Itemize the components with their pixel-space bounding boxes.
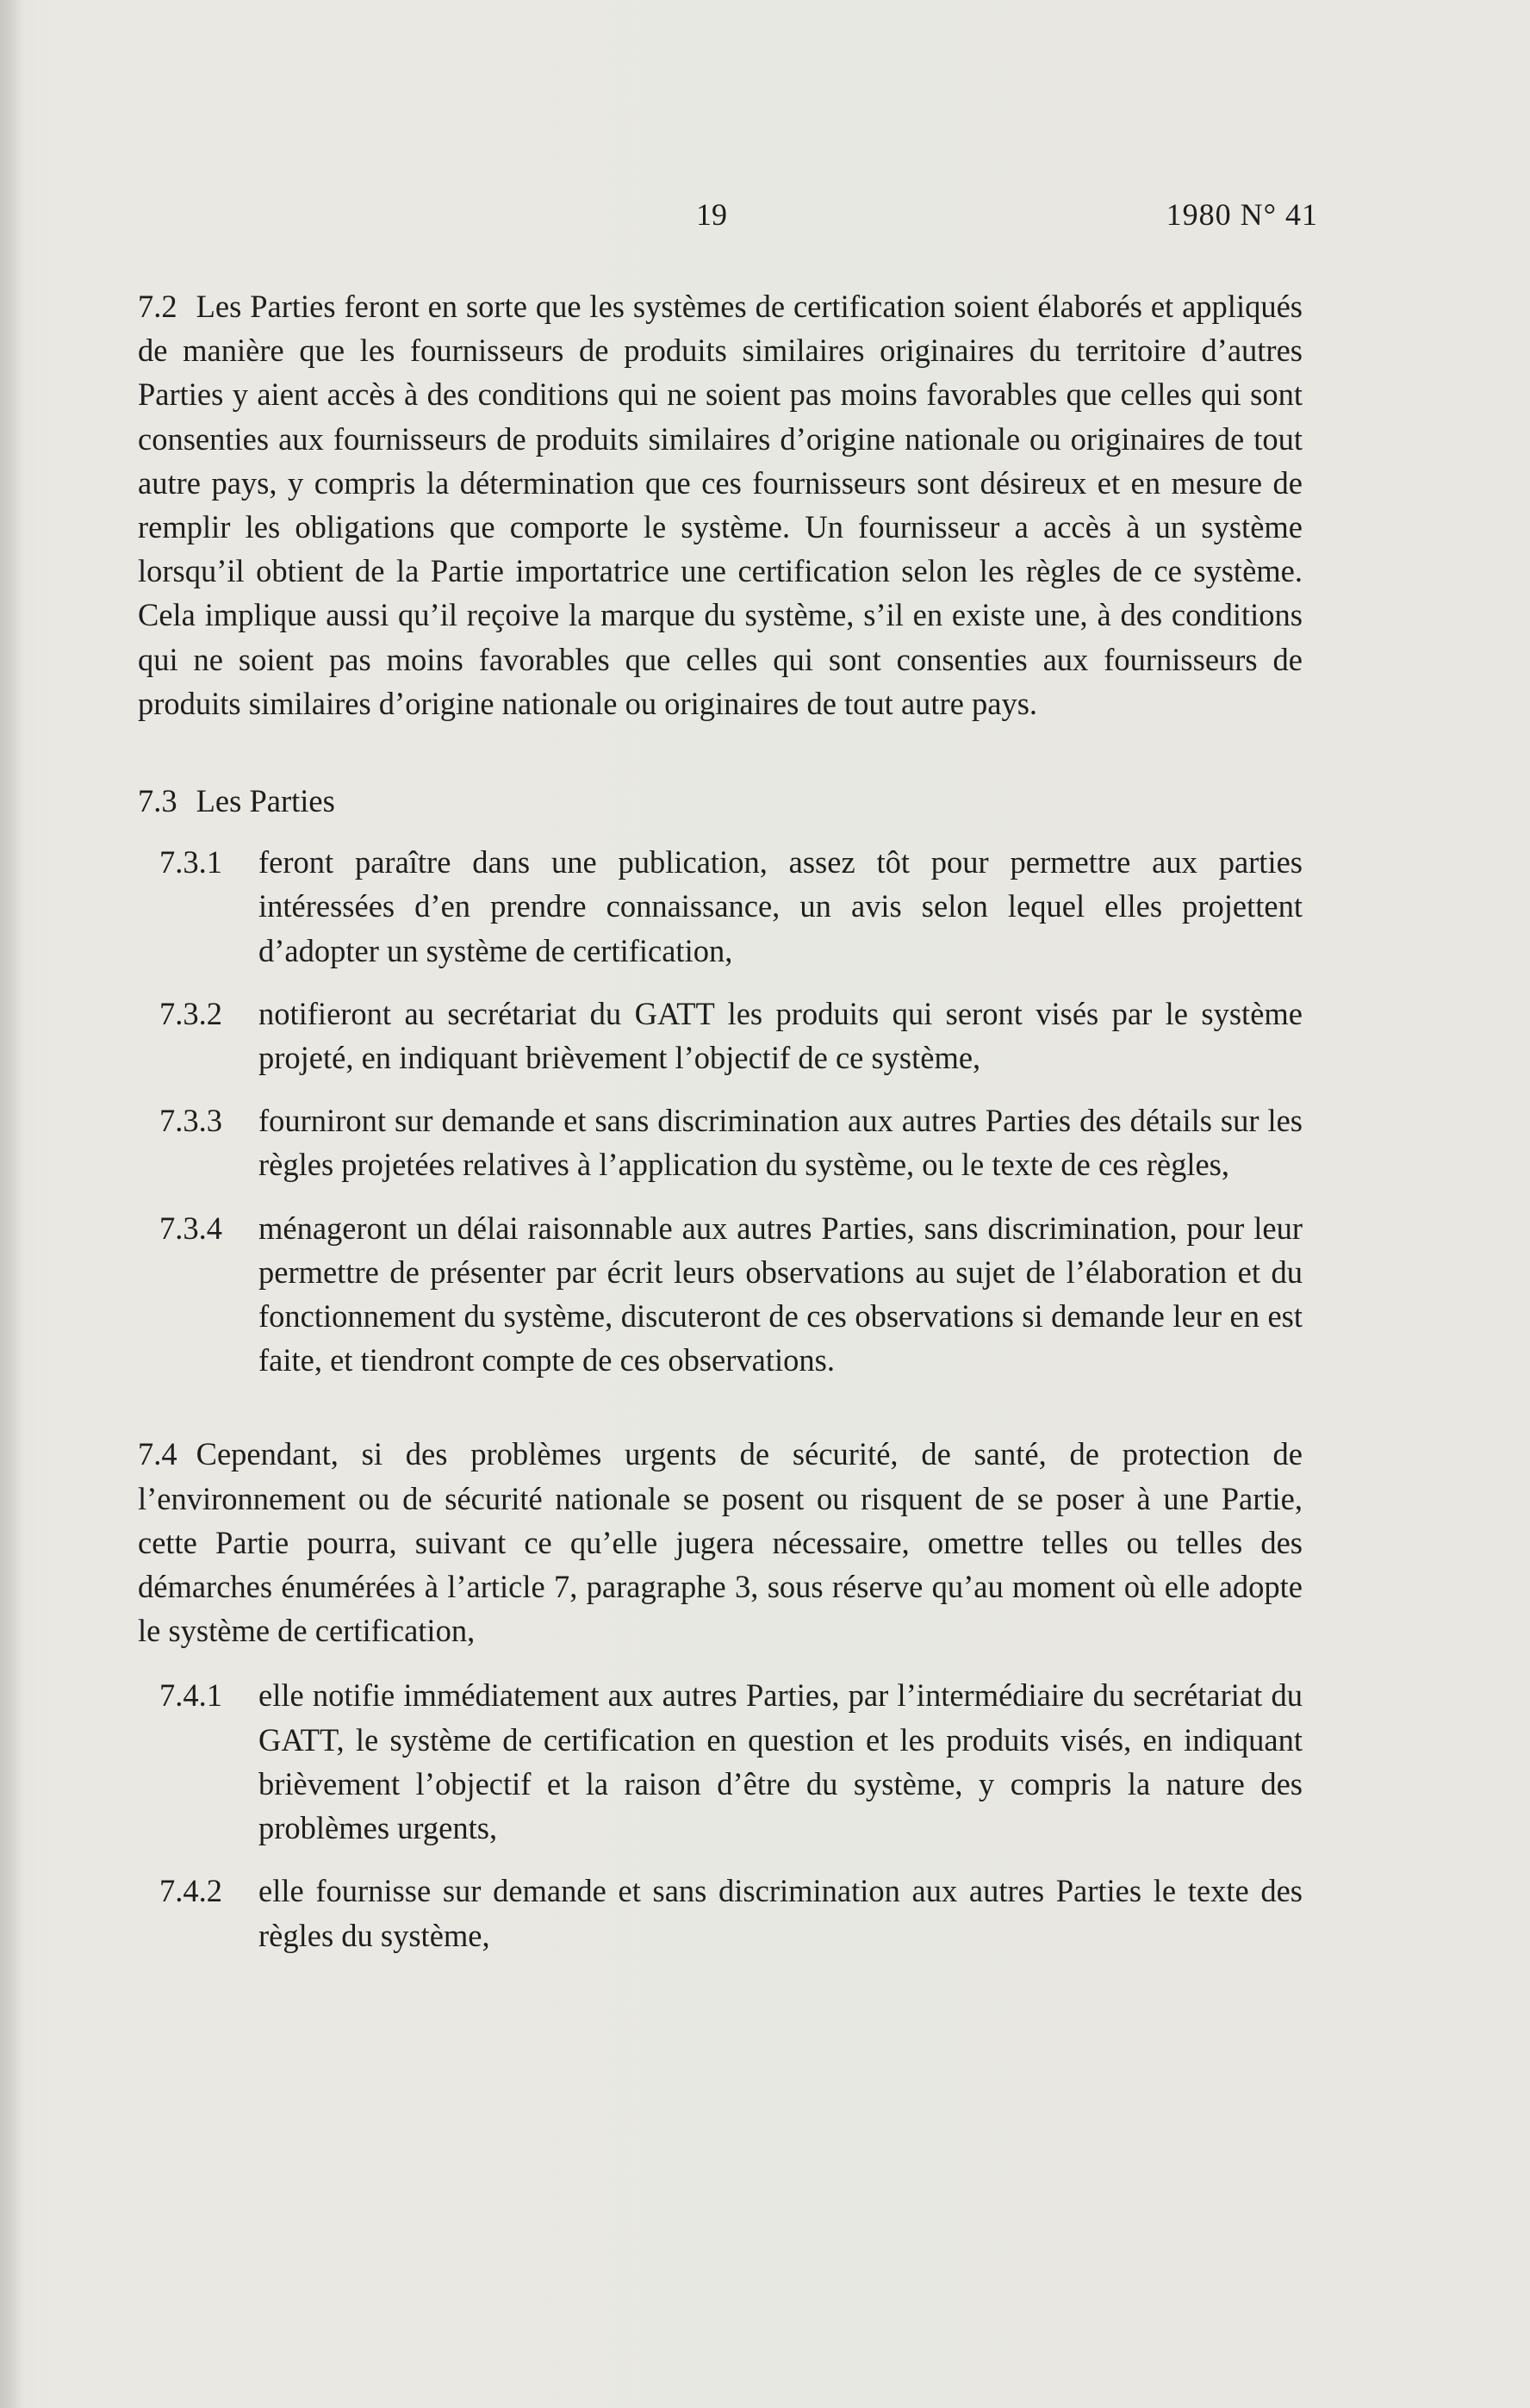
- subparagraph-7-3-4: [138, 1206, 1303, 1383]
- subparagraph-text: ménageront un délai raisonnable aux autres Parties, sans discrimination, pour leur permettre de présenter par écrit leurs observations au sujet de l’élaboration et du fonctionnement du système, discuteront de ces observations si demande leur en est faite, et tiendront compte de ces observations.: [258, 1210, 1303, 1378]
- subparagraph-7-4-1: [138, 1673, 1303, 1850]
- subparagraph-number: 7.4.2: [159, 1873, 222, 1909]
- subparagraph-number: 7.3.2: [159, 995, 222, 1031]
- paragraph-text: Cependant, si des problèmes urgents de sécurité, de santé, de protection de l’environnement ou de sécurité nationale se posent ou risquent de se poser à une Partie, cette Partie pourra, suivant ce qu’elle jugera nécessaire, omettre telles ou telles des démarches énumérées à l’article 7, paragraphe 3, sous réserve qu’au moment où elle adopte le système de certification,: [138, 1436, 1303, 1649]
- binding-shadow: [0, 0, 24, 2408]
- subparagraph-7-4-2: [138, 1869, 1303, 1957]
- paragraph-number: 7.2: [138, 289, 177, 324]
- subparagraph-list-7-3: [138, 840, 1303, 1382]
- subparagraph-number: 7.4.1: [159, 1677, 222, 1714]
- subparagraph-7-3-2: [138, 992, 1303, 1080]
- subparagraph-list-7-4: [138, 1673, 1303, 1957]
- subparagraph-7-3-1: [138, 840, 1303, 973]
- page-body: [138, 284, 1303, 1976]
- subparagraph-number: 7.3.1: [159, 844, 222, 880]
- page-number: 19: [696, 197, 727, 232]
- subparagraph-number: 7.3.4: [159, 1210, 222, 1246]
- paragraph-text: Les Parties feront en sorte que les systèmes de certification soient élaborés et appliqués de manière que les fournisseurs de produits similaires originaires du territoire d’autres Parties y aient accès à des conditions qui ne soient pas moins favorables que celles qui sont consenties aux fournisseurs de produits similaires d’origine nationale ou originaires de tout autre pays, y compris la détermination que ces fournisseurs sont désireux et en mesure de remplir les obligations que comporte le système. Un fournisseur a accès à un système lorsqu’il obtient de la Partie importatrice une certification selon les règles de ce système. Cela implique aussi qu’il reçoive la marque du système, s’il en existe une, à des conditions qui ne soient pas moins favorables que celles qui sont consenties aux fournisseurs de produits similaires d’origine nationale ou originaires de tout autre pays.: [138, 289, 1303, 721]
- subparagraph-number: 7.3.3: [159, 1103, 222, 1139]
- subparagraph-7-3-3: [138, 1098, 1303, 1186]
- subparagraph-text: elle notifie immédiatement aux autres Parties, par l’intermédiaire du secrétariat du GATT, le système de certification en question et les produits visés, en indiquant brièvement l’objectif et la raison d’être du système, y compris la nature des problèmes urgents,: [258, 1677, 1303, 1846]
- subparagraph-text: feront paraître dans une publication, assez tôt pour permettre aux parties intéressées d’en prendre connaissance, un avis selon lequel elles projettent d’adopter un système de certification,: [258, 844, 1303, 968]
- subparagraph-text: elle fournisse sur demande et sans discrimination aux autres Parties le texte des règles du système,: [258, 1873, 1303, 1953]
- page-header: [138, 196, 1318, 240]
- paragraph-number: 7.3: [138, 783, 177, 819]
- paragraph-7-4: [138, 1432, 1303, 1652]
- paragraph-7-3: [138, 779, 1303, 823]
- subparagraph-text: fourniront sur demande et sans discrimination aux autres Parties des détails sur les règles projetées relatives à l’application du système, ou le texte de ces règles,: [258, 1103, 1303, 1183]
- paragraph-number: 7.4: [138, 1436, 177, 1472]
- document-reference: 1980 N° 41: [1166, 197, 1318, 232]
- subparagraph-text: notifieront au secrétariat du GATT les produits qui seront visés par le système projeté, en indiquant brièvement l’objectif de ce système,: [258, 995, 1303, 1076]
- paragraph-text: Les Parties: [196, 783, 335, 819]
- paragraph-7-2: [138, 284, 1303, 725]
